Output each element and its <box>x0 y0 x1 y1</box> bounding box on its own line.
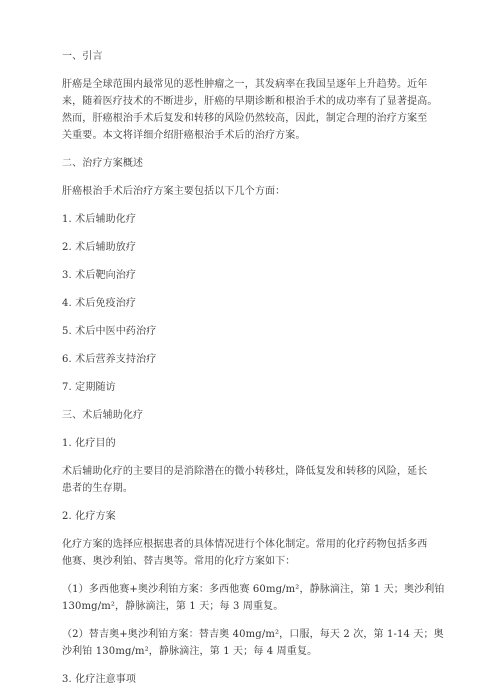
list-item: 2. 术后辅助放疗 <box>62 242 137 253</box>
paragraph-line: 化疗方案的选择应根据患者的具体情况进行个体化制定。常用的化疗药物包括多西 <box>62 539 428 550</box>
intro-line: 肝癌是全球范围内最常见的恶性肿瘤之一，其发病率在我国呈逐年上升趋势。近年 <box>62 79 428 90</box>
paragraph-line: （1）多西他赛+奥沙利铂方案：多西他赛 60mg/m²，静脉滴注，第 1 天；奥沙利铂 <box>62 584 445 595</box>
list-item: 5. 术后中医中药治疗 <box>62 326 157 337</box>
regimen-1-paragraph <box>62 581 445 615</box>
chemo-purpose-paragraph <box>62 463 440 497</box>
intro-line: 然而，肝癌根治手术后复发和转移的风险仍然较高，因此，制定合理的治疗方案至 <box>62 113 428 124</box>
paragraph-line: 他赛、奥沙利铂、替吉奥等。常用的化疗方案如下： <box>62 556 296 567</box>
document-page <box>62 48 445 688</box>
paragraph-line: 患者的生存期。 <box>62 483 134 494</box>
overview-text: 肝癌根治手术后治疗方案主要包括以下几个方面： <box>62 186 286 197</box>
subsection-title: 3. 化疗注意事项 <box>62 674 137 685</box>
section-heading-introduction: 一、引言 <box>62 51 103 62</box>
paragraph-line: 沙利铂 130mg/m²，静脉滴注，第 1 天；每 4 周重复。 <box>62 646 318 657</box>
list-item: 7. 定期随访 <box>62 382 116 393</box>
list-item: 6. 术后营养支持治疗 <box>62 354 157 365</box>
list-item: 4. 术后免疫治疗 <box>62 298 137 309</box>
section-heading-overview: 二、治疗方案概述 <box>62 158 144 169</box>
list-item: 1. 术后辅助化疗 <box>62 214 137 225</box>
paragraph-line: 术后辅助化疗的主要目的是消除潜在的微小转移灶，降低复发和转移的风险，延长 <box>62 466 428 477</box>
subsection-title: 2. 化疗方案 <box>62 511 116 522</box>
subsection-title: 1. 化疗目的 <box>62 438 116 449</box>
chemo-plan-paragraph <box>62 536 440 570</box>
intro-line: 来，随着医疗技术的不断进步，肝癌的早期诊断和根治手术的成功率有了显著提高。 <box>62 96 438 107</box>
regimen-2-paragraph <box>62 626 444 660</box>
paragraph-line: （2）替吉奥+奥沙利铂方案：替吉奥 40mg/m²，口服，每天 2 次，第 1-14 天；奥 <box>62 629 444 640</box>
paragraph-line: 130mg/m²，静脉滴注，第 1 天；每 3 周重复。 <box>62 601 284 612</box>
intro-paragraph <box>62 76 440 144</box>
list-item: 3. 术后靶向治疗 <box>62 270 137 281</box>
section-heading-chemotherapy: 三、术后辅助化疗 <box>62 410 144 421</box>
intro-line: 关重要。本文将详细介绍肝癌根治手术后的治疗方案。 <box>62 130 306 141</box>
